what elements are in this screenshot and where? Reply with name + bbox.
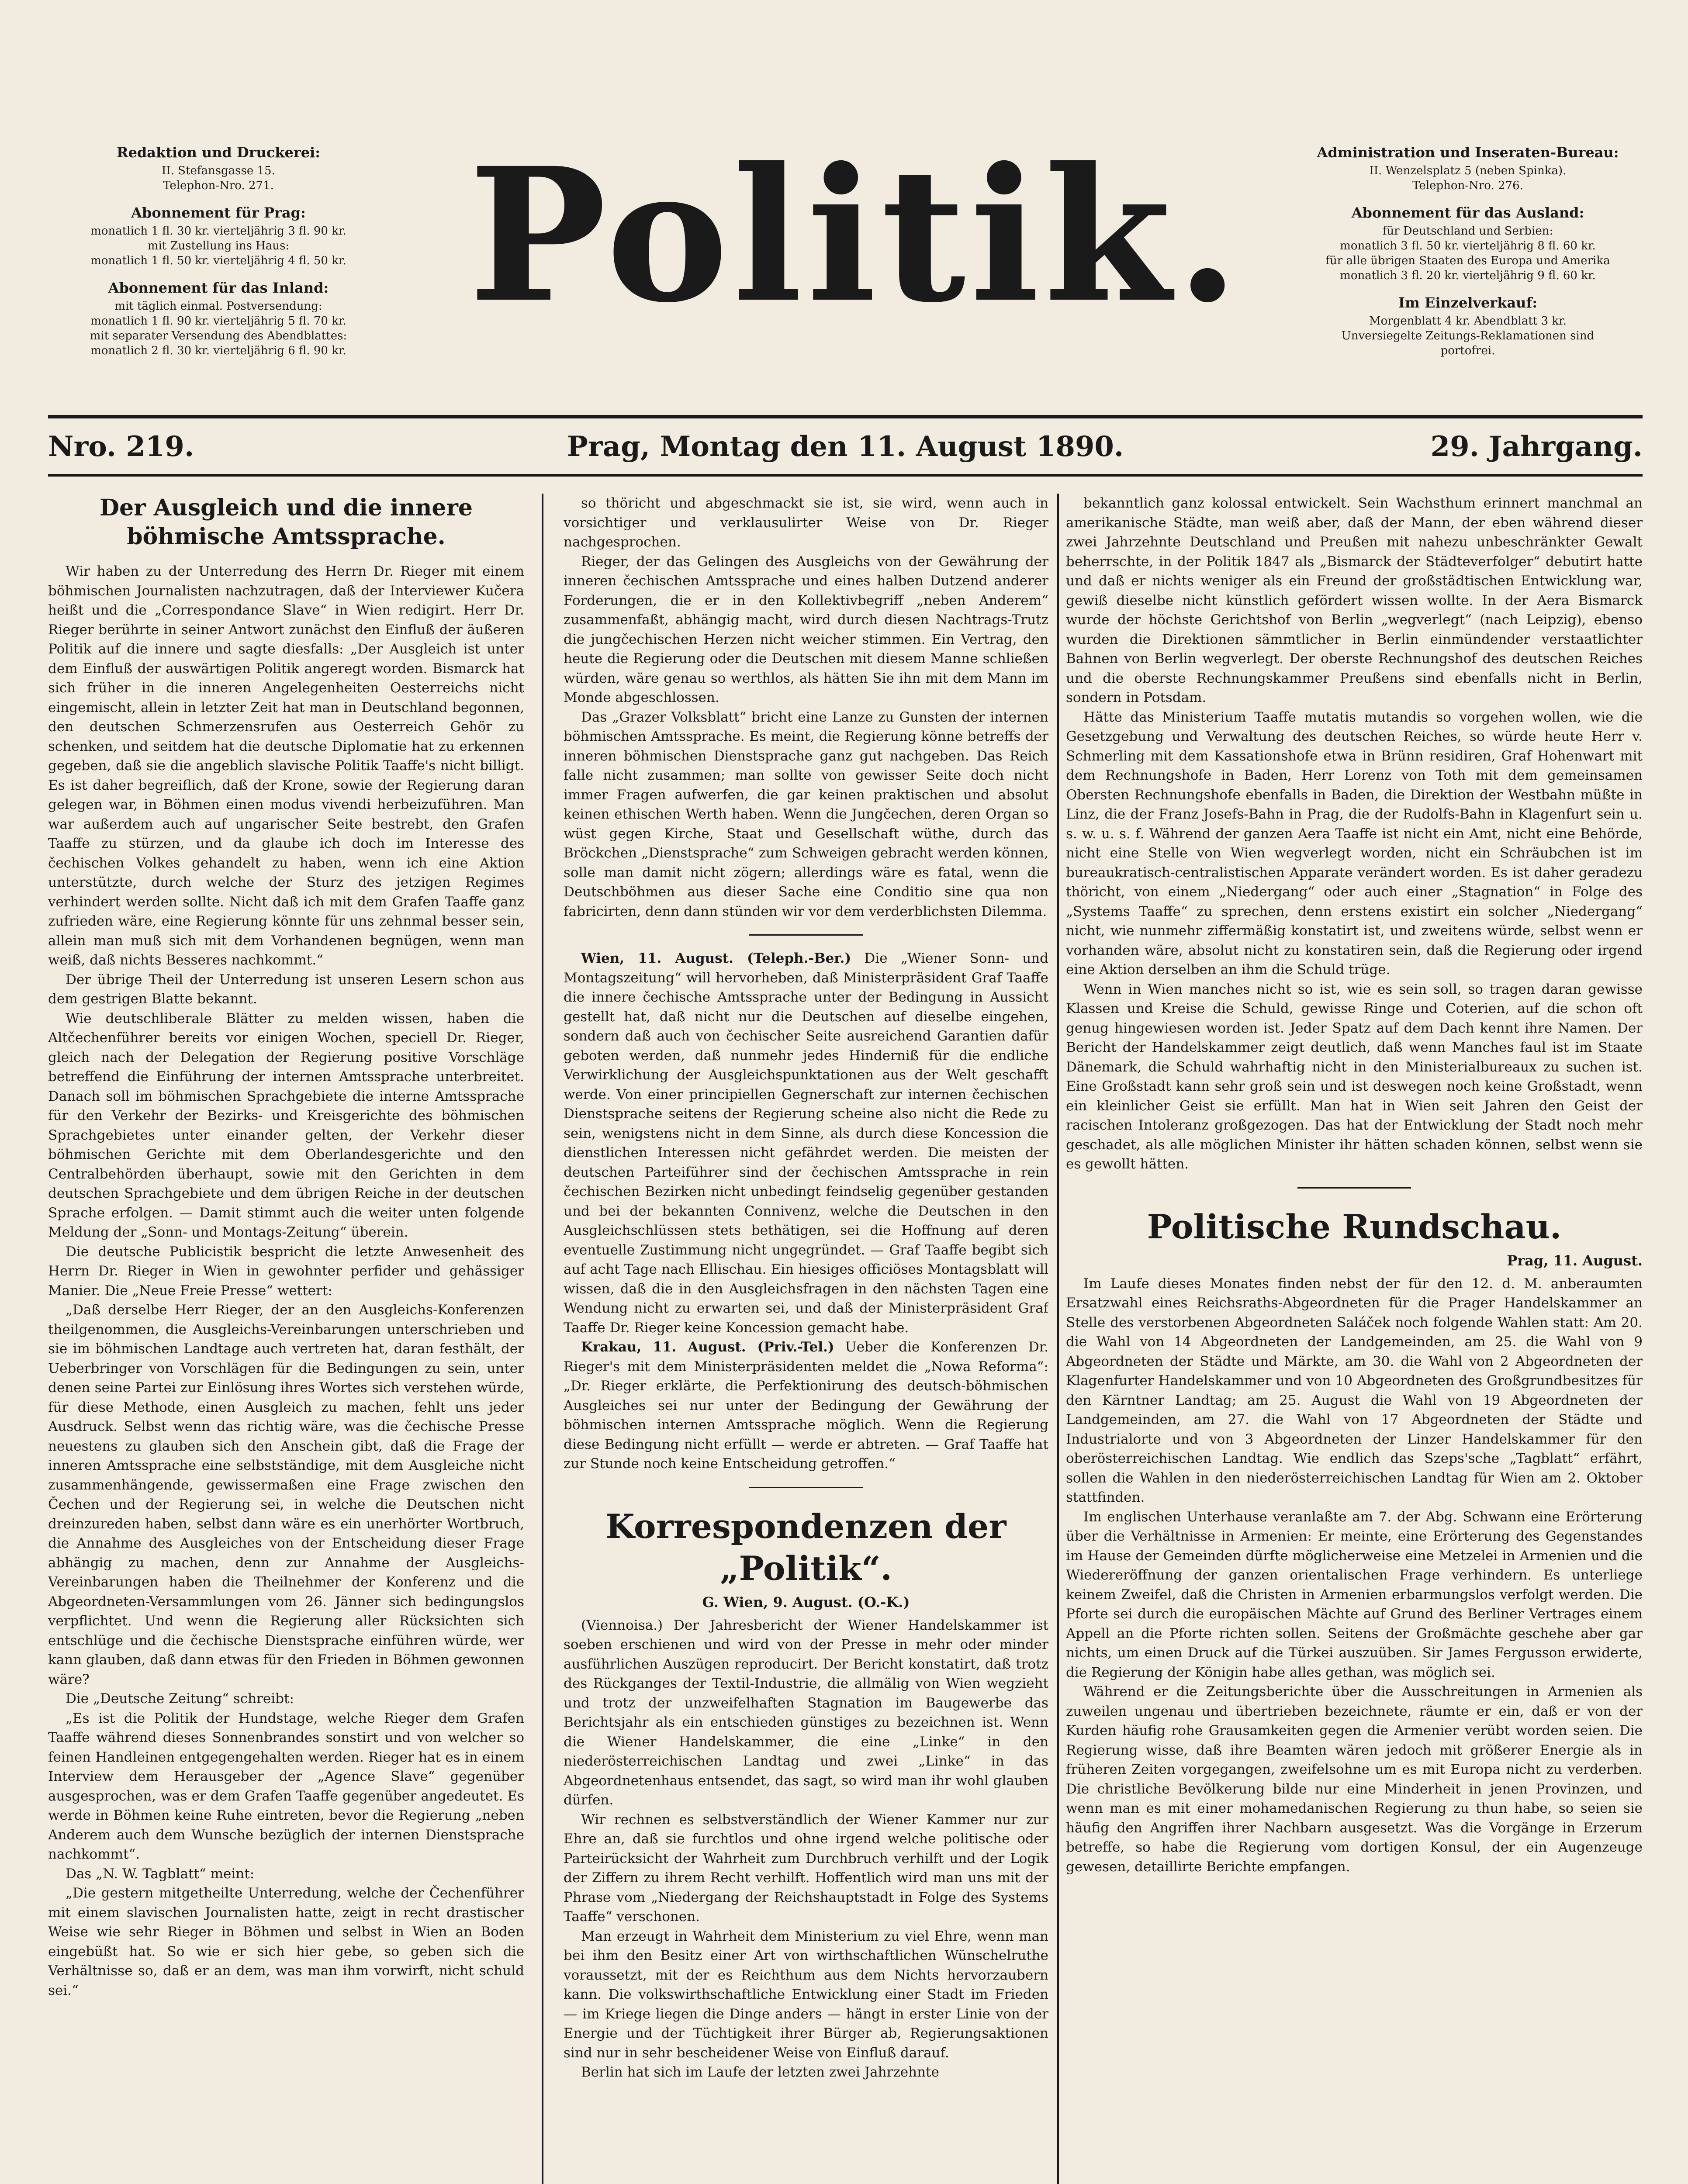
article-title-ausgleich: Der Ausgleich und die innere böhmische Amtssprache. bbox=[100, 494, 473, 550]
subscription-domestic-block bbox=[48, 280, 389, 358]
paragraph: so thöricht und abgeschmackt sie ist, sie wird, wenn auch in vorsichtiger und verklausulirter Weise von Dr. Rieger nachgesprochen. bbox=[564, 495, 1048, 550]
political-review-body bbox=[1066, 1274, 1643, 1877]
subscription-abroad-block bbox=[1293, 204, 1643, 283]
article-continuation bbox=[564, 494, 1048, 921]
paragraph: „Die gestern mitgetheilte Unterredung, welche der Čechenführer mit einem slavischen Journalisten hatte, zeigt in recht drastischer Weise wie sehr Rieger in Böhmen und selbst in Wien an Boden eingebüßt hat. So wie er sich hier gebe, so geben sich die Verhältnisse so, daß er an dem, was man ihm vorwirft, nicht schuld sei.“ bbox=[48, 1885, 524, 1998]
political-review-title: Politische Rundschau. bbox=[1147, 1207, 1562, 1246]
subscription-abroad-line: monatlich 3 fl. 20 kr. vierteljährig 9 fl. 60 kr. bbox=[1340, 269, 1596, 282]
political-review-dateline: Prag, 11. August. bbox=[1507, 1252, 1643, 1269]
subscription-prague-line: monatlich 1 fl. 30 kr. vierteljährig 3 fl. 90 kr. bbox=[90, 225, 346, 238]
subscription-prague-line: monatlich 1 fl. 50 kr. vierteljährig 4 fl. 50 kr. bbox=[90, 254, 346, 267]
paragraph: Man erzeugt in Wahrheit dem Ministerium zu viel Ehre, wenn man bei ihm den Besitz einer Art von wirthschaftlichen Wünschelruthe voraussetzt, mit der es Reichthum aus dem Nichts hervorzaubern kann. Die volkswirthschaftliche Entwicklung einer Stadt im Frieden — im Kriege liegen die Dinge anders — hängt in erster Linie von der Energie und der Tüchtigkeit ihrer Bürger ab, Regierungsaktionen sind nur in sehr bescheidener Weise von Einfluß darauf. bbox=[564, 1928, 1048, 2061]
paragraph: bekanntlich ganz kolossal entwickelt. Sein Wachsthum erinnert manchmal an amerikanische Städte, man weiß aber, daß der Mann, der eben während dieser zwei Jahrzehnte Deutschland und Preußen mit nahezu unbeschränkter Gewalt beherrschte, in der Politik 1847 als „Bismarck der Städteverfolger“ debutirt hatte und daß er nichts weniger als ein Freund der großstädtischen Entwicklung war, gewiß dieselbe nicht künstlich gefördert wissen wollte. In der Aera Bismarck wurde der höchste Gerichtshof von Berlin „wegverlegt“ (nach Leipzig), ebenso wurden die Direktionen sämmtlicher in Berlin einmündender verstaatlichter Bahnen von Berlin wegverlegt. Der oberste Rechnungshof des deutschen Reiches und die oberste Rechnungskammer Preußens sind ebenfalls nicht in Berlin, sondern in Potsdam. bbox=[1066, 495, 1643, 705]
paragraph: Das „Grazer Volksblatt“ bricht eine Lanze zu Gunsten der internen böhmischen Amtssprache. Es meint, die Regierung könne betreffs der inneren böhmischen Dienstsprache ganz gut nachgeben. Das Reich falle nicht zusammen; man sollte von gewisser Seite doch nicht immer Fragen aufwerfen, die gar keinen praktischen und absolut keinen ethischen Werth haben. Wenn die Jungčechen, deren Organ so wüst gegen Kirche, Staat und Gesellschaft wüthe, durch das Bröckchen „Dienstsprache“ zum Schweigen gebracht werden können, solle man damit nicht zögern; allerdings wäre es fatal, wenn die Deutschböhmen aus dieser Sache eine Conditio sine qua non fabricirten, denn dann stünden wir vor dem verderblichsten Dilemma. bbox=[564, 709, 1048, 919]
subscription-domestic-line: mit separater Versendung des Abendblattes: bbox=[90, 329, 347, 342]
newspaper-title: Politik. bbox=[468, 128, 1244, 343]
issue-number: Nro. 219. bbox=[48, 430, 194, 463]
paragraph: Hätte das Ministerium Taaffe mutatis mutandis so vorgehen wollen, wie die Gesetzgebung und Verwaltung des deutschen Reiches, so würde heute Herr v. Schmerling mit dem Kassationshofe etwa in Brünn residiren, Graf Hohenwart mit dem Rechnungshofe in Baden, Herr Lorenz von Toth mit dem gemeinsamen Obersten Rechnungshofe ebenfalls in Baden, die Direktion der Westbahn müßte in Linz, die der Franz Josefs-Bahn in Prag, die der Rudolfs-Bahn in Klagenfurt sein u. s. w. u. s. f. Während der ganzen Aera Taaffe ist nicht ein Amt, nicht eine Behörde, nicht eine Stelle von Wien wegverlegt worden, nicht ein Schräubchen ist im bureaukratisch-centralistischen Apparate verändert worden. Es ist daher geradezu thöricht, von einem „Niedergang“ oder auch einer „Stagnation“ in Folge des „Systems Taaffe“ zu sprechen, denn erstens existirt ein solcher „Niedergang“ nicht, wie nunmehr ziffermäßig konstatirt ist, und zweitens würde, selbst wenn er vorhanden wäre, absolut nicht zu konstatiren sein, daß die Regierung oder irgend eine Aktion derselben an ihm die Schuld trüge. bbox=[1066, 709, 1643, 978]
column-divider bbox=[542, 494, 543, 2184]
subscription-domestic-line: monatlich 1 fl. 90 kr. vierteljährig 5 fl. 70 kr. bbox=[90, 314, 346, 328]
news-krakau bbox=[564, 1337, 1048, 1474]
paragraph: Die deutsche Publicistik bespricht die letzte Anwesenheit des Herrn Dr. Rieger in Wien in gewohnter perfider und gehässiger Manier. Die „Neue Freie Presse“ wettert: bbox=[48, 1244, 524, 1299]
paragraph: (Viennoisa.) Der Jahresbericht der Wiener Handelskammer ist soeben erschienen und wird von der Presse in mehr oder minder ausführlichen Auszügen reproducirt. Der Bericht konstatirt, daß trotz des Rückganges der Textil-Industrie, die allmälig von Wien wegzieht und trotz der unzweifelhaften Stagnation im Baugewerbe das Berichtsjahr als ein entschieden günstiges zu bezeichnen ist. Wenn die Wiener Handelskammer, die eine „Linke“ in den niederösterreichischen Landtag und zwei „Linke“ in das Abgeordnetenhaus entsendet, das sagt, so wird man ihr wohl glauben dürfen. bbox=[564, 1617, 1048, 1808]
news-wien-text: Die „Wiener Sonn- und Montagszeitung“ will hervorheben, daß Ministerpräsident Graf Taaffe die innere čechische Amtssprache unter der Bedingung in Aussicht gestellt hat, daß nicht nur die Deutschen auf dieselbe eingehen, sondern daß auch von čechischer Seite ausreichend Garantien dafür geboten werden, daß nunmehr jedes Hinderniß für die endliche Verwirklichung der Ausgleichspunktationen aus der Welt geschafft werde. Von einer principiellen Gegnerschaft zur internen čechischen Dienstsprache seitens der Regierung scheine also nicht die Rede zu sein, wenigstens nicht in dem Sinne, als durch diese Koncession die dienstlichen Interessen nicht gefährdet werden. Die meisten der deutschen Parteiführer sind der čechischen Amtssprache in rein čechischen Bezirken nicht unbedingt feindselig gegenüber gestanden und bei der bekannten Connivenz, welche die Deutschen in den Ausgleichschlüssen stets bethätigen, sei die Hoffnung auf deren eventuelle Zustimmung nicht ungegründet. — Graf Taaffe begibt sich auf acht Tage nach Ellischau. Ein hiesiges officiöses Montagsblatt will wissen, daß die in den Ausgleichsfragen in den nächsten Tagen eine Wendung nicht zu erwarten sei, und daß der Ministerpräsident Graf Taaffe Dr. Rieger keine Koncession gemacht habe. bbox=[564, 950, 1048, 1336]
masthead-rule bbox=[48, 415, 1643, 418]
news-wien-dateline: Wien, 11. August. (Teleph.-Ber.) bbox=[581, 950, 851, 966]
dateline-rule bbox=[48, 474, 1643, 477]
masthead bbox=[48, 114, 1643, 411]
administration-address: II. Wenzelsplatz 5 (neben Spinka). bbox=[1369, 164, 1567, 177]
issue-year: 29. Jahrgang. bbox=[1430, 430, 1643, 463]
subscription-abroad-line: für Deutschland und Serbien: bbox=[1382, 225, 1553, 238]
paragraph: Der übrige Theil der Unterredung ist unseren Lesern schon aus dem gestrigen Blatte bekannt. bbox=[48, 971, 524, 1007]
subscription-prague-line: mit Zustellung ins Haus: bbox=[147, 239, 290, 252]
column-3 bbox=[1066, 494, 1643, 2184]
masthead-left-info bbox=[48, 144, 389, 370]
paragraph: Die „Deutsche Zeitung“ schreibt: bbox=[66, 1691, 294, 1707]
separator bbox=[749, 934, 863, 936]
column-1 bbox=[48, 494, 524, 2184]
issue-date: Prag, Montag den 11. August 1890. bbox=[567, 430, 1124, 463]
single-sale-heading: Im Einzelverkauf: bbox=[1398, 294, 1538, 311]
paragraph: Wie deutschliberale Blätter zu melden wissen, haben die Altčechenführer bereits vor einigen Wochen, speciell Dr. Rieger, gleich nach der Delegation der Regierung positive Vorschläge betreffend die Einführung der internen Amtssprache unterbreitet. Danach soll im böhmischen Sprachgebiete die interne Amtssprache für den Verkehr der Bezirks- und Kreisgerichte des böhmischen Sprachgebietes unter einander gelten, der Verkehr dieser böhmischen Gerichte mit dem Oberlandesgerichte und den Centralbehörden überhaupt, sowie mit den Gerichten in dem deutschen Sprachgebiete und dem übrigen Reiche in der deutschen Sprache erfolgen. — Damit stimmt auch die weiter unten folgende Meldung der „Sonn- und Montags-Zeitung“ überein. bbox=[48, 1010, 524, 1240]
news-wien bbox=[564, 949, 1048, 1337]
correspondence-body bbox=[564, 1616, 1048, 2082]
single-sale-block bbox=[1293, 294, 1643, 358]
separator bbox=[749, 1487, 863, 1488]
masthead-right-info bbox=[1293, 144, 1643, 370]
column-divider bbox=[1057, 494, 1059, 2184]
news-krakau-dateline: Krakau, 11. August. (Priv.-Tel.) bbox=[581, 1339, 834, 1355]
editorial-office-block bbox=[48, 144, 389, 193]
editorial-office-heading: Redaktion und Druckerei: bbox=[116, 144, 321, 161]
editorial-office-address: II. Stefansgasse 15. bbox=[162, 164, 275, 177]
paragraph: Wir haben zu der Unterredung des Herrn Dr. Rieger mit einem böhmischen Journalisten nachzutragen, daß der Interviewer Kučera heißt und die „Correspondance Slave“ in Wien redigirt. Herr Dr. Rieger berührte in seiner Antwort zunächst den Einfluß der äußeren Politik auf die innere und sagte diesfalls: „Der Ausgleich ist unter dem Einfluß der auswärtigen Politik angeregt worden. Bismarck hat sich früher in die inneren Angelegenheiten Oesterreichs nicht eingemischt, allein in letzter Zeit hat man in Deutschland begonnen, den deutschen Schmerzensrufen aus Oesterreich Gehör zu schenken, und seitdem hat die deutsche Diplomatie hat zu erkennen gegeben, daß sie die angeblich slavische Politik Taaffe's nicht billigt. Es ist daher begreiflich, daß der Krone, sowie der Regierung daran gelegen war, in Böhmen einen modus vivendi herbeizuführen. Man war außerdem auch auf ungarischer Seite bestrebt, den Grafen Taaffe zu stürzen, und da glaube ich doch im Interesse des čechischen Volkes gehandelt zu haben, wenn ich eine Aktion unterstützte, durch welche der Sturz des jetzigen Regimes verhindert werden sollte. Nicht daß ich mit dem Grafen Taaffe ganz zufrieden wäre, eine Regierung könnte für uns zehnmal besser sein, allein man muß sich mit dem Vorhandenen begnügen, wenn man weiß, daß nichts Besseres nachkommt.“ bbox=[48, 563, 524, 968]
article-body-ausgleich bbox=[48, 562, 524, 2000]
paragraph: Rieger, der das Gelingen des Ausgleichs von der Gewährung der inneren čechischen Amtssprache und eines halben Dutzend anderer Forderungen, die er in den Kollektivbegriff „neben Anderem“ zusammenfaßt, abhängig macht, wird durch diesen Nachtrags-Trutz die jungčechischen Herzen nicht weicher stimmen. Ein Vertrag, den heute die Regierung oder die Deutschen mit diesem Manne schließen würden, wäre genau so werthlos, als hätten Sie ihn mit dem Mann im Monde abgeschlossen. bbox=[564, 553, 1048, 705]
single-sale-line: Morgenblatt 4 kr. Abendblatt 3 kr. bbox=[1369, 314, 1567, 328]
administration-phone: Telephon-Nro. 276. bbox=[1412, 179, 1523, 192]
administration-heading: Administration und Inseraten-Bureau: bbox=[1317, 144, 1619, 161]
paragraph: Im englischen Unterhause veranlaßte am 7. der Abg. Schwann eine Erörterung über die Verhältnisse in Armenien: Er meinte, eine Erörterung des Gegenstandes im Hause der Gemeinden dürfte möglicherweise eine Metzelei in Armenien und die Wiedereröffnung der ganzen orientalischen Frage verhindern. Es unterliege keinem Zweifel, daß die Christen in Armenien erbarmungslos verfolgt werden. Die Pforte sei durch die europäischen Mächte auf Grund des Berliner Vertrages einem Appell an die Pforte richten sollen. Seitens der Großmächte geschehe aber gar nichts, um einen Druck auf die Türkei auszuüben. Sir James Fergusson erwiderte, die Regierung der Königin habe alles gethan, was möglich sei. bbox=[1066, 1509, 1643, 1680]
administration-block bbox=[1293, 144, 1643, 193]
separator bbox=[1297, 1187, 1411, 1189]
paragraph: Wir rechnen es selbstverständlich der Wiener Kammer nur zur Ehre an, daß sie furchtlos und ohne irgend welche politische oder Parteirücksicht der Wahrheit zum Durchbruch verhilft und der Logik der Ziffern zu ihrem Recht verhilft. Hoffentlich wird man uns mit der Phrase vom „Niedergang der Reichshauptstadt in Folge des Systems Taaffe“ verschonen. bbox=[564, 1811, 1048, 1925]
paragraph: Berlin hat sich im Laufe der letzten zwei Jahrzehnte bbox=[581, 2064, 939, 2080]
subscription-domestic-line: mit täglich einmal. Postversendung: bbox=[114, 300, 322, 313]
paragraph: Im Laufe dieses Monates finden nebst der für den 12. d. M. anberaumten Ersatzwahl eines Reichsraths-Abgeordneten für die Prager Handelskammer an Stelle des verstorbenen Abgeordneten Saláček noch folgende Wahlen statt: Am 20. die Wahl von 14 Abgeordneten der Landgemeinden, am 25. die Wahl von 9 Abgeordneten der Städte und Märkte, am 30. die Wahl von 2 Abgeordneten der Klagenfurter Handelskammer und von 10 Abgeordneten des Großgrundbesitzes für den Kärntner Landtag; am 25. August die Wahl von 19 Abgeordneten der Landgemeinden, am 27. die Wahl von 17 Abgeordneten der Städte und Industrialorte und von 3 Abgeordneten der Linzer Handelskammer für den oberösterreichischen Landtag. Wie endlich das Szeps'sche „Tagblatt“ erfährt, sollen die Wahlen in den niederösterreichischen Landtag für Wien am 2. Oktober stattfinden. bbox=[1066, 1275, 1643, 1505]
subscription-prague-block bbox=[48, 204, 389, 268]
column-2 bbox=[564, 494, 1048, 2184]
subscription-abroad-heading: Abonnement für das Ausland: bbox=[1351, 204, 1584, 221]
single-sale-line: Unversiegelte Zeitungs-Reklamationen sind bbox=[1341, 329, 1595, 342]
issue-dateline bbox=[48, 430, 1643, 465]
correspondence-dateline: G. Wien, 9. August. (O.-K.) bbox=[702, 1593, 910, 1610]
paragraph: „Es ist die Politik der Hundstage, welche Rieger dem Grafen Taaffe während dieses Sonnenbrandes sonstirt und von welcher so feinen Handleinen entgegengehalten werden. Rieger hat es in einem Interview dem Herausgeber der „Agence Slave“ gegenüber ausgesprochen, was er dem Grafen Taaffe gegenüber angedeutet. Es werde in Böhmen keine Ruhe eintreten, bevor die Regierung „neben Anderem auch dem Wunsche bezüglich der internen Dienstsprache nachkommt“. bbox=[48, 1710, 524, 1862]
subscription-abroad-line: für alle übrigen Staaten des Europa und Amerika bbox=[1325, 254, 1610, 267]
paragraph: Wenn in Wien manches nicht so ist, wie es sein soll, so tragen daran gewisse Klassen und Kreise die Schuld, gewisse Ringe und Coterien, auf die schon oft genug hingewiesen worden ist. Jeder Spatz auf dem Dach kennt ihre Namen. Der Bericht der Handelskammer zeigt deutlich, daß wenn Manches faul ist im Staate Dänemark, die Schuld wahrhaftig nicht in den Ministerialbureaux zu suchen ist. Eine Großstadt kann sehr groß sein und ist deswegen noch keine Großstadt, wenn ein kleinlicher Geist sie erfüllt. Man hat in Wien seit Jahren den Geist der racischen Intoleranz großgezogen. Das hat der Entwicklung der Stadt noch mehr geschadet, als alle möglichen Minister ihr hätten schaden können, selbst wenn sie es gewollt hätten. bbox=[1066, 981, 1643, 1172]
subscription-domestic-line: monatlich 2 fl. 30 kr. vierteljährig 6 fl. 90 kr. bbox=[90, 344, 346, 357]
subscription-domestic-heading: Abonnement für das Inland: bbox=[108, 280, 329, 296]
paragraph: „Daß derselbe Herr Rieger, der an den Ausgleichs-Konferenzen theilgenommen, die Ausgleichs-Vereinbarungen unterschrieben und sie im böhmischen Landtage auch vertreten hat, daran festhält, der Ueberbringer von Vorschlägen für die Bedingungen zu sein, unter denen seine Partei zur Einlösung ihres Wortes sich verstehen würde, für diese Methode, einen Ausgleich zu machen, fehlt uns jeder Ausdruck. Selbst wenn das richtig wäre, was die čechische Presse neuestens zu glauben sich den Anschein gibt, daß die Frage der inneren Amtssprache eine selbstständige, mit dem Ausgleiche nicht zusammenhängende, gewissermaßen eine Frage zwischen den Čechen und der Regierung sei, in welche die Deutschen nicht dreinzureden haben, selbst dann wäre es ein unerhörter Wortbruch, die Annahme des Ausgleiches von der Entscheidung dieser Frage abhängig zu machen, denn zur Annahme der Ausgleichs-Vereinbarungen haben die Theilnehmer der Konferenz und die Abgeordneten-Versammlungen vom 26. Jänner sich bedingungslos verpflichtet. Und wenn die Regierung aller Rücksichten sich entschlüge und die čechische Dienstsprache einführen würde, wer kann glauben, daß dann etwas für den Frieden in Böhmen gewonnen wäre? bbox=[48, 1302, 524, 1687]
single-sale-line: portofrei. bbox=[1440, 344, 1495, 357]
paragraph: Während er die Zeitungsberichte über die Ausschreitungen in Armenien als zuweilen ungenau und übertrieben bezeichnete, räumte er ein, daß er von der Kurden häufig rohe Grausamkeiten gegen die Armenier verübt worden seien. Die Regierung wisse, daß ihre Beamten wären jedoch mit größerer Energie als in früheren Zeiten vorgegangen, zweifelsohne um es mit Europa nicht zu verderben. Die christliche Bevölkerung bilde nur eine Minderheit in jenen Provinzen, und wenn man es mit einer mohamedanischen Regierung zu thun habe, so seien sie häufig den Angriffen ihrer Nachbarn ausgesetzt. Was die Vorgänge in Erzerum betreffe, so habe die Regierung vom dortigen Konsul, der ein Augenzeuge gewesen, detaillirte Berichte empfangen. bbox=[1066, 1684, 1643, 1875]
editorial-office-phone: Telephon-Nro. 271. bbox=[163, 179, 274, 192]
paragraph: Das „N. W. Tagblatt“ meint: bbox=[66, 1866, 255, 1882]
subscription-prague-heading: Abonnement für Prag: bbox=[131, 204, 306, 221]
correspondence-title: Korrespondenzen der „Politik“. bbox=[605, 1507, 1007, 1588]
news-krakau-text: Ueber die Konferenzen Dr. Rieger's mit dem Ministerpräsidenten meldet die „Nowa Reforma“: „Dr. Rieger erklärte, die Perfektionirung des deutsch-böhmischen Ausgleiches sei nur unter der Bedingung der Gewährung der böhmischen internen Amtssprache möglich. Wenn die Regierung diese Bedingung nicht erfüllt — werde er abtreten. — Graf Taaffe hat zur Stunde noch keine Entscheidung getroffen.“ bbox=[564, 1339, 1048, 1472]
correspondence-continuation bbox=[1066, 494, 1643, 1174]
subscription-abroad-line: monatlich 3 fl. 50 kr. vierteljährig 8 fl. 60 kr. bbox=[1340, 239, 1596, 252]
